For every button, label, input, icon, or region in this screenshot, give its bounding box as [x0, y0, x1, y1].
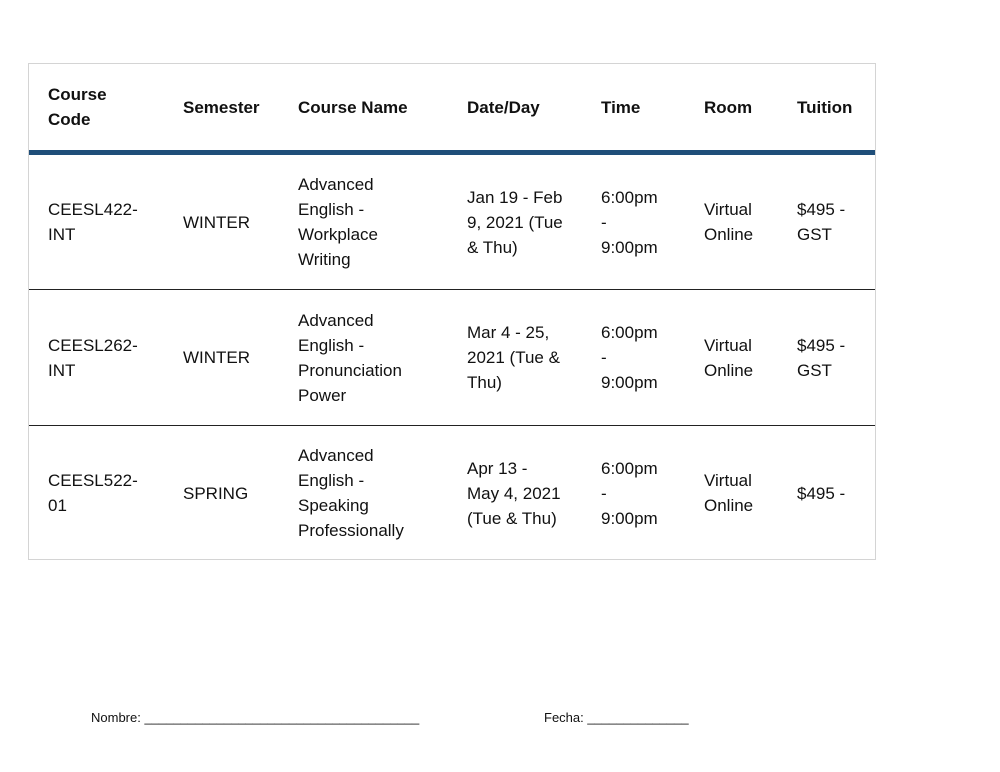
- tuition-cell: [797, 426, 875, 560]
- room-text: Virtual Online: [704, 335, 754, 380]
- header-semester: [183, 64, 288, 150]
- date-day-cell: [467, 155, 592, 289]
- course-code-text: CEESL422- INT: [48, 200, 138, 244]
- course-name-cell: [298, 155, 458, 289]
- room-cell: [704, 155, 789, 289]
- tuition-text: $495 - GST: [797, 335, 846, 380]
- semester-cell: [183, 426, 288, 560]
- table-row: [29, 426, 875, 560]
- date-day-text: Apr 13 - May 4, 2021 (Tue & Thu): [467, 458, 561, 528]
- fecha-field[interactable]: [544, 709, 689, 727]
- table-row: [29, 290, 875, 425]
- course-name-text: Advanced English - Pronunciation Power: [298, 310, 402, 405]
- semester-text: WINTER: [183, 348, 251, 367]
- date-day-cell: [467, 426, 592, 560]
- header-course-code: [48, 64, 168, 150]
- course-name-text: Advanced English - Workplace Writing: [298, 175, 378, 269]
- header-semester-text: Semester: [183, 97, 260, 117]
- nombre-field[interactable]: [91, 709, 419, 727]
- course-code-cell: [48, 290, 173, 425]
- date-day-cell: [467, 290, 592, 425]
- time-cell: [601, 426, 696, 560]
- semester-cell: [183, 290, 288, 425]
- header-time: [601, 64, 691, 150]
- course-name-text: Advanced English - Speaking Professionally: [298, 446, 404, 540]
- room-cell: [704, 290, 789, 425]
- course-code-cell: [48, 426, 173, 560]
- time-text: 6:00pm - 9:00pm: [601, 187, 658, 257]
- course-code-text: CEESL522- 01: [48, 471, 138, 515]
- semester-text: WINTER: [183, 212, 251, 232]
- table-row: [29, 155, 875, 289]
- header-time-text: Time: [601, 97, 641, 117]
- course-code-text: CEESL262- INT: [48, 335, 138, 380]
- time-cell: [601, 290, 696, 425]
- header-course-code-text: Course Code: [48, 85, 107, 129]
- room-text: Virtual Online: [704, 200, 754, 244]
- header-date-day-text: Date/Day: [467, 97, 540, 117]
- date-day-text: Mar 4 - 25, 2021 (Tue & Thu): [467, 323, 560, 392]
- time-text: 6:00pm - 9:00pm: [601, 323, 658, 392]
- header-course-name-text: Course Name: [298, 97, 408, 117]
- table-header-row: [29, 64, 875, 150]
- time-text: 6:00pm - 9:00pm: [601, 458, 658, 528]
- date-day-text: Jan 19 - Feb 9, 2021 (Tue & Thu): [467, 187, 563, 257]
- header-course-name: [298, 64, 458, 150]
- header-tuition-text: Tuition: [797, 97, 853, 117]
- course-code-cell: [48, 155, 173, 289]
- header-room: [704, 64, 789, 150]
- tuition-cell: [797, 290, 875, 425]
- semester-text: SPRING: [183, 483, 249, 503]
- room-cell: [704, 426, 789, 560]
- course-table: [28, 63, 876, 560]
- header-date-day: [467, 64, 592, 150]
- tuition-cell: [797, 155, 875, 289]
- time-cell: [601, 155, 696, 289]
- header-tuition: [797, 64, 873, 150]
- semester-cell: [183, 155, 288, 289]
- nombre-label: Nombre: ______________________________________: [91, 710, 420, 725]
- header-room-text: Room: [704, 97, 753, 117]
- tuition-text: $495 -: [797, 483, 846, 503]
- fecha-label: Fecha: ______________: [544, 710, 689, 725]
- course-name-cell: [298, 426, 458, 560]
- tuition-text: $495 - GST: [797, 200, 846, 244]
- course-name-cell: [298, 290, 458, 425]
- room-text: Virtual Online: [704, 471, 754, 515]
